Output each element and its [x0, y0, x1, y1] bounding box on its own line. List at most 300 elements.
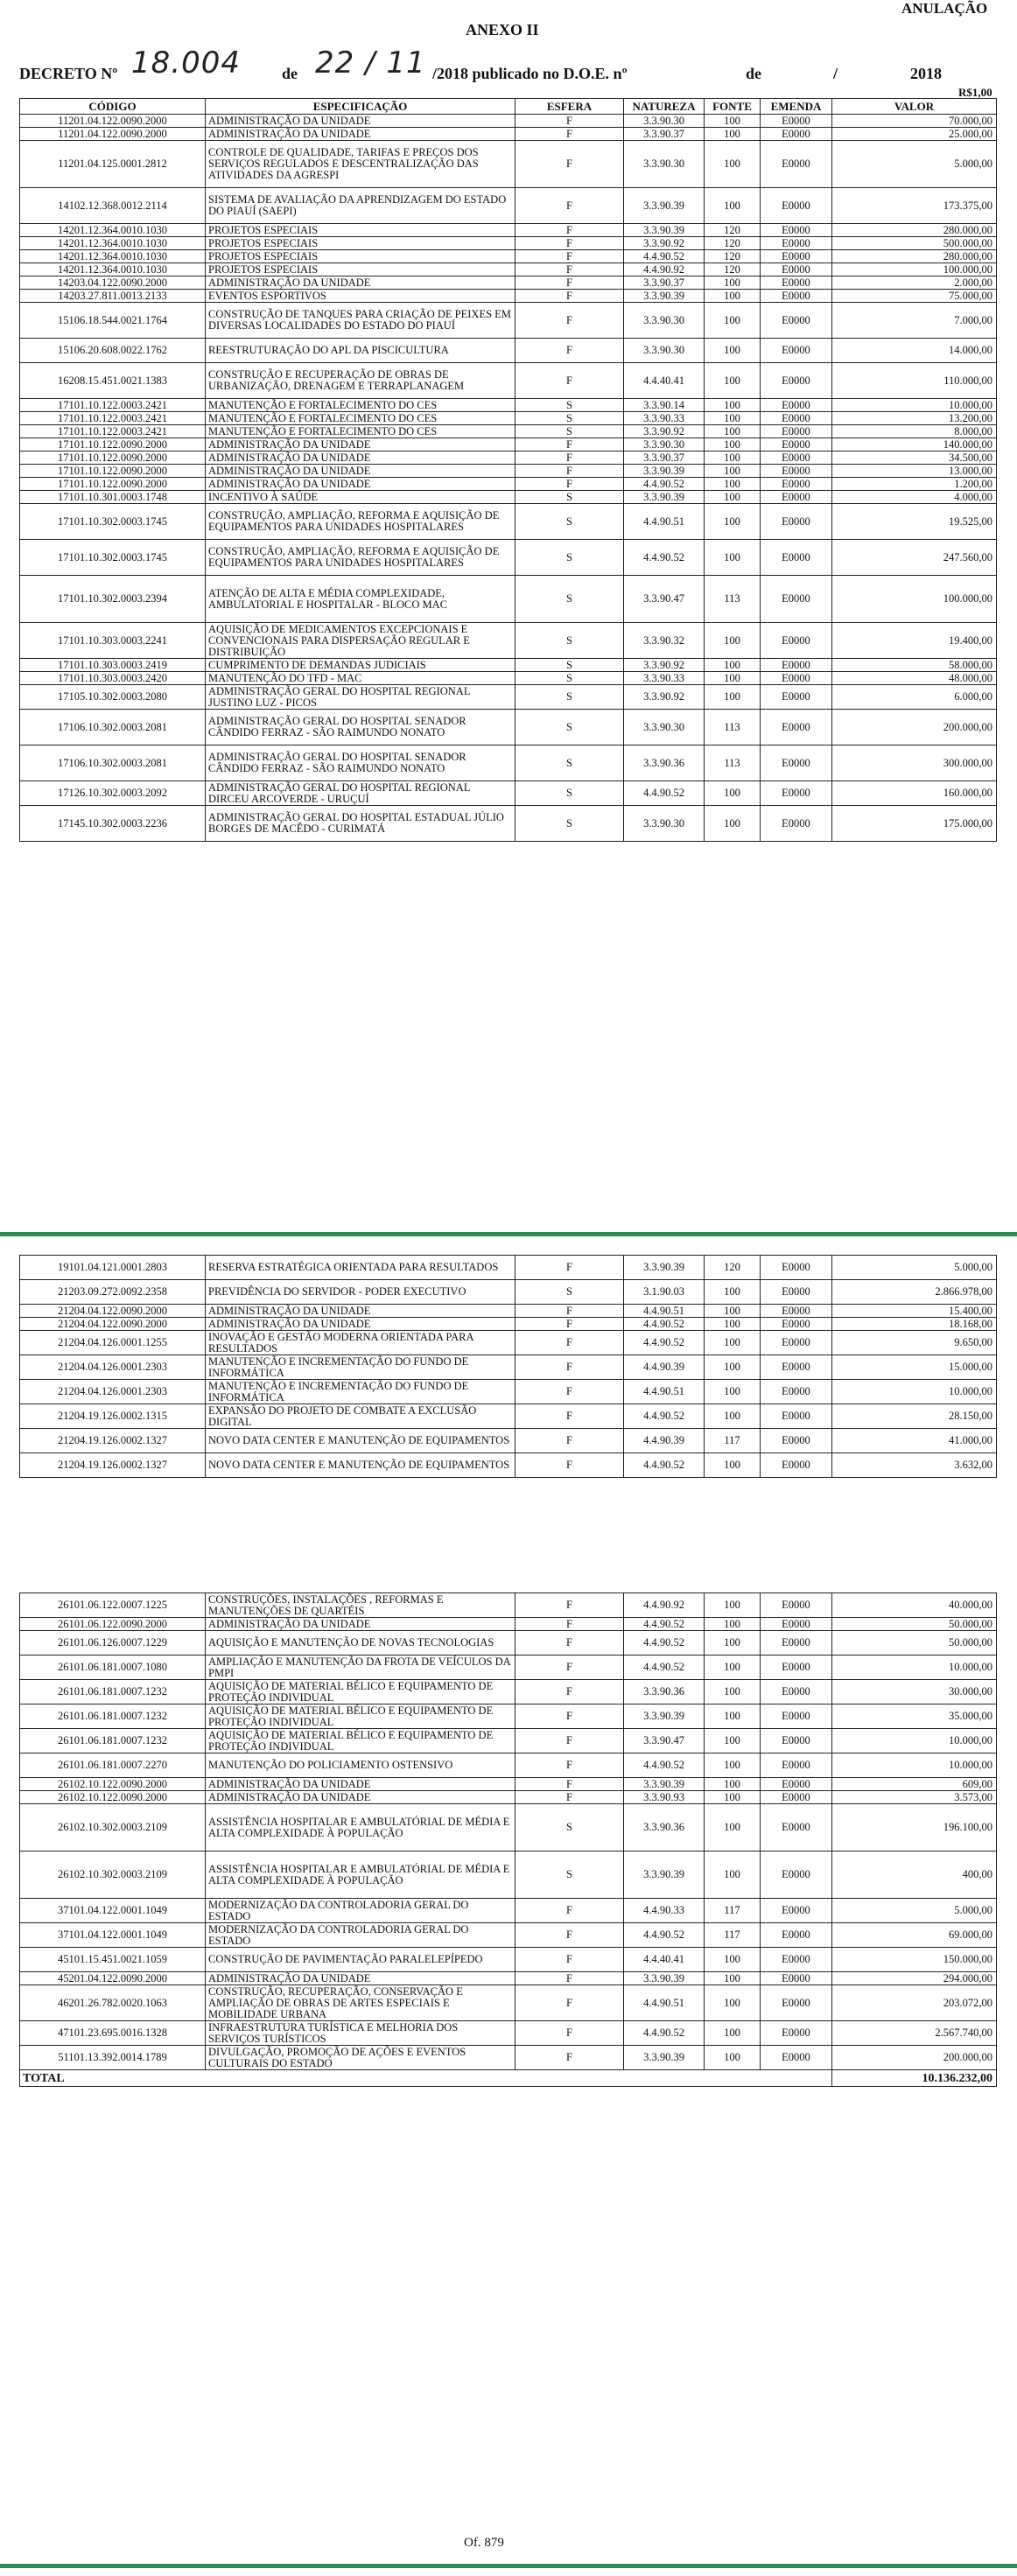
especificacao-cell: AQUISIÇÃO E MANUTENÇÃO DE NOVAS TECNOLOGIAS — [206, 1631, 516, 1656]
especificacao-cell: ADMINISTRAÇÃO DA UNIDADE — [206, 1791, 516, 1804]
fonte-cell: 117 — [705, 1923, 761, 1948]
especificacao-cell: MANUTENÇÃO E FORTALECIMENTO DO CES — [206, 412, 516, 425]
codigo-cell: 21204.19.126.0002.1315 — [20, 1404, 206, 1429]
codigo-cell: 37101.04.122.0001.1049 — [20, 1923, 206, 1948]
natureza-cell: 4.4.40.41 — [624, 1948, 705, 1972]
emenda-cell: E0000 — [761, 1985, 832, 2021]
valor-cell: 15.000,00 — [832, 1355, 997, 1380]
esfera-cell: F — [516, 1380, 624, 1404]
table-row — [20, 576, 997, 623]
natureza-cell: 4.4.90.52 — [624, 478, 705, 491]
fonte-cell: 100 — [705, 1631, 761, 1656]
especificacao-cell: MANUTENÇÃO E FORTALECIMENTO DO CES — [206, 425, 516, 438]
valor-cell: 58.000,00 — [832, 659, 997, 672]
header-esfera: ESFERA — [516, 99, 624, 115]
esfera-cell: S — [516, 412, 624, 425]
natureza-cell: 4.4.90.39 — [624, 1429, 705, 1453]
emenda-cell: E0000 — [761, 2046, 832, 2070]
valor-cell: 100.000,00 — [832, 576, 997, 623]
valor-cell: 3.573,00 — [832, 1791, 997, 1804]
emenda-cell: E0000 — [761, 491, 832, 504]
valor-cell: 6.000,00 — [832, 685, 997, 710]
valor-cell: 35.000,00 — [832, 1704, 997, 1729]
especificacao-cell: MANUTENÇÃO E FORTALECIMENTO DO CES — [206, 399, 516, 412]
natureza-cell: 3.3.90.39 — [624, 1852, 705, 1899]
natureza-cell: 4.4.90.52 — [624, 2021, 705, 2046]
total-value: 10.136.232,00 — [832, 2070, 997, 2087]
fonte-cell: 100 — [705, 1985, 761, 2021]
fonte-cell: 100 — [705, 1680, 761, 1704]
codigo-cell: 14201.12.364.0010.1030 — [20, 224, 206, 237]
codigo-cell: 17145.10.302.0003.2236 — [20, 806, 206, 842]
codigo-cell: 17101.10.302.0003.1745 — [20, 540, 206, 576]
natureza-cell: 4.4.90.52 — [624, 250, 705, 263]
codigo-cell: 17101.10.303.0003.2419 — [20, 659, 206, 672]
codigo-cell: 26101.06.122.0007.1225 — [20, 1593, 206, 1618]
valor-cell: 160.000,00 — [832, 781, 997, 806]
codigo-cell: 26101.06.181.0007.1232 — [20, 1729, 206, 1754]
emenda-cell: E0000 — [761, 685, 832, 710]
esfera-cell: F — [516, 1305, 624, 1318]
fonte-cell: 100 — [705, 412, 761, 425]
fonte-cell: 100 — [705, 478, 761, 491]
esfera-cell: S — [516, 710, 624, 746]
natureza-cell: 3.3.90.33 — [624, 672, 705, 685]
fonte-cell: 100 — [705, 781, 761, 806]
fonte-cell: 100 — [705, 1729, 761, 1754]
emenda-cell: E0000 — [761, 1331, 832, 1355]
especificacao-cell: ADMINISTRAÇÃO DA UNIDADE — [206, 1778, 516, 1791]
emenda-cell: E0000 — [761, 1355, 832, 1380]
valor-cell: 400,00 — [832, 1852, 997, 1899]
currency-unit: R$1,00 — [958, 86, 992, 99]
especificacao-cell: AQUISIÇÃO DE MATERIAL BÉLICO E EQUIPAMENTO DE PROTEÇÃO INDIVIDUAL — [206, 1704, 516, 1729]
table-row — [20, 339, 997, 363]
esfera-cell: F — [516, 1680, 624, 1704]
valor-cell: 196.100,00 — [832, 1804, 997, 1852]
table-row — [20, 504, 997, 540]
emenda-cell: E0000 — [761, 250, 832, 263]
emenda-cell: E0000 — [761, 290, 832, 303]
valor-cell: 10.000,00 — [832, 1754, 997, 1778]
table-row — [20, 1453, 997, 1478]
fonte-cell: 100 — [705, 1704, 761, 1729]
esfera-cell: S — [516, 399, 624, 412]
natureza-cell: 3.3.90.39 — [624, 465, 705, 478]
especificacao-cell: PROJETOS ESPECIAIS — [206, 237, 516, 250]
budget-table-part3 — [19, 1592, 996, 2087]
emenda-cell: E0000 — [761, 806, 832, 842]
esfera-cell: S — [516, 746, 624, 781]
valor-cell: 10.000,00 — [832, 1656, 997, 1680]
natureza-cell: 3.3.90.36 — [624, 746, 705, 781]
natureza-cell: 3.3.90.93 — [624, 1791, 705, 1804]
valor-cell: 75.000,00 — [832, 290, 997, 303]
codigo-cell: 26102.10.302.0003.2109 — [20, 1804, 206, 1852]
especificacao-cell: DIVULGAÇÃO, PROMOÇÃO DE AÇÕES E EVENTOS CULTURAIS DO ESTADO — [206, 2046, 516, 2070]
especificacao-cell: CONSTRUÇÃO, RECUPERAÇÃO, CONSERVAÇÃO E AMPLIAÇÃO DE OBRAS DE ARTES ESPECIAIS E MOBILIDADE URBANA — [206, 1985, 516, 2021]
fonte-cell: 100 — [705, 452, 761, 465]
decreto-number: 18.004 — [131, 46, 241, 80]
codigo-cell: 15106.18.544.0021.1764 — [20, 303, 206, 339]
valor-cell: 9.650,00 — [832, 1331, 997, 1355]
valor-cell: 19.400,00 — [832, 623, 997, 659]
codigo-cell: 26102.10.302.0003.2109 — [20, 1852, 206, 1899]
fonte-cell: 100 — [705, 1778, 761, 1791]
anexo-title: ANEXO II — [466, 21, 539, 38]
esfera-cell: F — [516, 1704, 624, 1729]
natureza-cell: 3.3.90.36 — [624, 1804, 705, 1852]
valor-cell: 280.000,00 — [832, 250, 997, 263]
emenda-cell: E0000 — [761, 399, 832, 412]
emenda-cell: E0000 — [761, 425, 832, 438]
valor-cell: 100.000,00 — [832, 263, 997, 276]
valor-cell: 50.000,00 — [832, 1631, 997, 1656]
table-row — [20, 141, 997, 188]
natureza-cell: 4.4.90.92 — [624, 263, 705, 276]
natureza-cell: 3.3.90.30 — [624, 141, 705, 188]
esfera-cell: F — [516, 303, 624, 339]
valor-cell: 200.000,00 — [832, 2046, 997, 2070]
valor-cell: 1.200,00 — [832, 478, 997, 491]
especificacao-cell: INOVAÇÃO E GESTÃO MODERNA ORIENTADA PARA RESULTADOS — [206, 1331, 516, 1355]
fonte-cell: 100 — [705, 540, 761, 576]
esfera-cell: F — [516, 290, 624, 303]
table-row — [20, 465, 997, 478]
especificacao-cell: ADMINISTRAÇÃO DA UNIDADE — [206, 1318, 516, 1331]
natureza-cell: 3.3.90.92 — [624, 237, 705, 250]
esfera-cell: F — [516, 188, 624, 224]
table-row — [20, 412, 997, 425]
valor-cell: 10.000,00 — [832, 399, 997, 412]
emenda-cell: E0000 — [761, 263, 832, 276]
codigo-cell: 51101.13.392.0014.1789 — [20, 2046, 206, 2070]
fonte-cell: 100 — [705, 685, 761, 710]
natureza-cell: 4.4.90.52 — [624, 1656, 705, 1680]
table-row — [20, 1754, 997, 1778]
fonte-cell: 100 — [705, 425, 761, 438]
valor-cell: 300.000,00 — [832, 746, 997, 781]
table-row — [20, 128, 997, 141]
codigo-cell: 17126.10.302.0003.2092 — [20, 781, 206, 806]
natureza-cell: 4.4.90.52 — [624, 1923, 705, 1948]
esfera-cell: F — [516, 1453, 624, 1478]
fonte-cell: 100 — [705, 1404, 761, 1429]
valor-cell: 609,00 — [832, 1778, 997, 1791]
table-row — [20, 806, 997, 842]
codigo-cell: 11201.04.122.0090.2000 — [20, 128, 206, 141]
table-row — [20, 1280, 997, 1305]
esfera-cell: F — [516, 263, 624, 276]
header-codigo: CÓDIGO — [20, 99, 206, 115]
especificacao-cell: INCENTIVO À SAÚDE — [206, 491, 516, 504]
codigo-cell: 17101.10.302.0003.1745 — [20, 504, 206, 540]
especificacao-cell: PROJETOS ESPECIAIS — [206, 224, 516, 237]
esfera-cell: F — [516, 115, 624, 128]
fonte-cell: 100 — [705, 1618, 761, 1631]
fonte-cell: 120 — [705, 250, 761, 263]
esfera-cell: F — [516, 452, 624, 465]
natureza-cell: 4.4.90.52 — [624, 781, 705, 806]
natureza-cell: 4.4.90.52 — [624, 1453, 705, 1478]
valor-cell: 294.000,00 — [832, 1972, 997, 1985]
natureza-cell: 3.3.90.39 — [624, 1704, 705, 1729]
section-separator — [0, 1232, 1017, 1236]
emenda-cell: E0000 — [761, 540, 832, 576]
fonte-cell: 100 — [705, 1380, 761, 1404]
emenda-cell: E0000 — [761, 672, 832, 685]
codigo-cell: 17101.10.301.0003.1748 — [20, 491, 206, 504]
especificacao-cell: CUMPRIMENTO DE DEMANDAS JUDICIAIS — [206, 659, 516, 672]
table-row — [20, 1985, 997, 2021]
emenda-cell: E0000 — [761, 128, 832, 141]
natureza-cell: 3.3.90.92 — [624, 685, 705, 710]
table-row — [20, 540, 997, 576]
especificacao-cell: ADMINISTRAÇÃO DA UNIDADE — [206, 128, 516, 141]
fonte-cell: 100 — [705, 491, 761, 504]
fonte-cell: 100 — [705, 1318, 761, 1331]
esfera-cell: S — [516, 672, 624, 685]
codigo-cell: 17101.10.303.0003.2420 — [20, 672, 206, 685]
table-row — [20, 1656, 997, 1680]
table-row — [20, 1380, 997, 1404]
natureza-cell: 3.3.90.30 — [624, 438, 705, 452]
valor-cell: 15.400,00 — [832, 1305, 997, 1318]
emenda-cell: E0000 — [761, 1404, 832, 1429]
table-row — [20, 303, 997, 339]
valor-cell: 25.000,00 — [832, 128, 997, 141]
emenda-cell: E0000 — [761, 1656, 832, 1680]
fonte-cell: 100 — [705, 1852, 761, 1899]
codigo-cell: 26101.06.126.0007.1229 — [20, 1631, 206, 1656]
esfera-cell: S — [516, 806, 624, 842]
natureza-cell: 3.3.90.39 — [624, 2046, 705, 2070]
valor-cell: 13.200,00 — [832, 412, 997, 425]
fonte-cell: 100 — [705, 188, 761, 224]
valor-cell: 140.000,00 — [832, 438, 997, 452]
table-row — [20, 1899, 997, 1923]
emenda-cell: E0000 — [761, 303, 832, 339]
codigo-cell: 37101.04.122.0001.1049 — [20, 1899, 206, 1923]
codigo-cell: 17101.10.122.0003.2421 — [20, 399, 206, 412]
valor-cell: 5.000,00 — [832, 1899, 997, 1923]
decree-header — [19, 46, 999, 91]
fonte-cell: 100 — [705, 672, 761, 685]
emenda-cell: E0000 — [761, 1729, 832, 1754]
emenda-cell: E0000 — [761, 576, 832, 623]
esfera-cell: F — [516, 438, 624, 452]
natureza-cell: 4.4.90.52 — [624, 540, 705, 576]
fonte-cell: 100 — [705, 465, 761, 478]
esfera-cell: F — [516, 1429, 624, 1453]
especificacao-cell: REESTRUTURAÇÃO DO APL DA PISCICULTURA — [206, 339, 516, 363]
natureza-cell: 4.4.90.51 — [624, 1305, 705, 1318]
especificacao-cell: ADMINISTRAÇÃO GERAL DO HOSPITAL SENADOR CÂNDIDO FERRAZ - SÃO RAIMUNDO NONATO — [206, 710, 516, 746]
table-row — [20, 1593, 997, 1618]
esfera-cell: F — [516, 1404, 624, 1429]
valor-cell: 175.000,00 — [832, 806, 997, 842]
emenda-cell: E0000 — [761, 710, 832, 746]
especificacao-cell: MODERNIZAÇÃO DA CONTROLADORIA GERAL DO ESTADO — [206, 1899, 516, 1923]
table-row — [20, 438, 997, 452]
esfera-cell: F — [516, 1729, 624, 1754]
fonte-cell: 100 — [705, 399, 761, 412]
esfera-cell: F — [516, 250, 624, 263]
table-row — [20, 746, 997, 781]
emenda-cell: E0000 — [761, 1305, 832, 1318]
codigo-cell: 21204.04.122.0090.2000 — [20, 1318, 206, 1331]
especificacao-cell: PREVIDÊNCIA DO SERVIDOR - PODER EXECUTIVO — [206, 1280, 516, 1305]
table-row — [20, 250, 997, 263]
especificacao-cell: ATENÇÃO DE ALTA E MÉDIA COMPLEXIDADE, AMBULATORIAL E HOSPITALAR - BLOCO MAC — [206, 576, 516, 623]
emenda-cell: E0000 — [761, 465, 832, 478]
esfera-cell: S — [516, 623, 624, 659]
codigo-cell: 47101.23.695.0016.1328 — [20, 2021, 206, 2046]
natureza-cell: 4.4.90.51 — [624, 504, 705, 540]
especificacao-cell: EXPANSÃO DO PROJETO DE COMBATE A EXCLUSÃO DIGITAL — [206, 1404, 516, 1429]
total-row — [20, 2070, 997, 2087]
fonte-cell: 100 — [705, 290, 761, 303]
codigo-cell: 17101.10.122.0003.2421 — [20, 425, 206, 438]
header-fonte: FONTE — [705, 99, 761, 115]
esfera-cell: F — [516, 276, 624, 290]
table-row — [20, 1791, 997, 1804]
table-row — [20, 1429, 997, 1453]
fonte-cell: 100 — [705, 1948, 761, 1972]
header-valor: VALOR — [832, 99, 997, 115]
emenda-cell: E0000 — [761, 1791, 832, 1804]
natureza-cell: 3.3.90.92 — [624, 659, 705, 672]
table-row — [20, 1618, 997, 1631]
table-row — [20, 2021, 997, 2046]
natureza-cell: 3.3.90.39 — [624, 290, 705, 303]
esfera-cell: F — [516, 1618, 624, 1631]
emenda-cell: E0000 — [761, 141, 832, 188]
codigo-cell: 17101.10.302.0003.2394 — [20, 576, 206, 623]
especificacao-cell: AMPLIAÇÃO E MANUTENÇÃO DA FROTA DE VEÍCULOS DA PMPI — [206, 1656, 516, 1680]
fonte-cell: 100 — [705, 339, 761, 363]
anulacao-label: ANULAÇÃO — [901, 0, 988, 17]
esfera-cell: F — [516, 1899, 624, 1923]
esfera-cell: F — [516, 1791, 624, 1804]
esfera-cell: F — [516, 465, 624, 478]
esfera-cell: F — [516, 224, 624, 237]
budget-table-part1 — [19, 98, 996, 842]
esfera-cell: F — [516, 1355, 624, 1380]
valor-cell: 50.000,00 — [832, 1618, 997, 1631]
natureza-cell: 3.3.90.32 — [624, 623, 705, 659]
fonte-cell: 113 — [705, 576, 761, 623]
emenda-cell: E0000 — [761, 2021, 832, 2046]
emenda-cell: E0000 — [761, 781, 832, 806]
table-row — [20, 623, 997, 659]
valor-cell: 2.567.740,00 — [832, 2021, 997, 2046]
fonte-cell: 120 — [705, 263, 761, 276]
emenda-cell: E0000 — [761, 188, 832, 224]
emenda-cell: E0000 — [761, 1899, 832, 1923]
table-row — [20, 1305, 997, 1318]
esfera-cell: F — [516, 1754, 624, 1778]
esfera-cell: F — [516, 1948, 624, 1972]
esfera-cell: F — [516, 2021, 624, 2046]
esfera-cell: F — [516, 1631, 624, 1656]
natureza-cell: 3.3.90.30 — [624, 339, 705, 363]
valor-cell: 10.000,00 — [832, 1729, 997, 1754]
valor-cell: 110.000,00 — [832, 363, 997, 399]
natureza-cell: 3.3.90.30 — [624, 115, 705, 128]
fonte-cell: 100 — [705, 1656, 761, 1680]
table-row — [20, 224, 997, 237]
table-row — [20, 659, 997, 672]
natureza-cell: 3.3.90.30 — [624, 806, 705, 842]
valor-cell: 4.000,00 — [832, 491, 997, 504]
especificacao-cell: ADMINISTRAÇÃO DA UNIDADE — [206, 478, 516, 491]
fonte-cell: 100 — [705, 276, 761, 290]
natureza-cell: 3.1.90.03 — [624, 1280, 705, 1305]
codigo-cell: 45201.04.122.0090.2000 — [20, 1972, 206, 1985]
table-row — [20, 452, 997, 465]
codigo-cell: 46201.26.782.0020.1063 — [20, 1985, 206, 2021]
emenda-cell: E0000 — [761, 1631, 832, 1656]
budget-table-part2 — [19, 1255, 996, 1478]
emenda-cell: E0000 — [761, 1804, 832, 1852]
fonte-cell: 100 — [705, 623, 761, 659]
emenda-cell: E0000 — [761, 659, 832, 672]
fonte-cell: 113 — [705, 746, 761, 781]
emenda-cell: E0000 — [761, 1972, 832, 1985]
especificacao-cell: CONSTRUÇÕES, INSTALAÇÕES , REFORMAS E MANUTENÇÕES DE QUARTÉIS — [206, 1593, 516, 1618]
valor-cell: 173.375,00 — [832, 188, 997, 224]
valor-cell: 30.000,00 — [832, 1680, 997, 1704]
codigo-cell: 11201.04.125.0001.2812 — [20, 141, 206, 188]
natureza-cell: 3.3.90.39 — [624, 1256, 705, 1280]
table-row — [20, 781, 997, 806]
fonte-cell: 100 — [705, 303, 761, 339]
especificacao-cell: CONTROLE DE QUALIDADE, TARIFAS E PREÇOS DOS SERVIÇOS REGULADOS E DESCENTRALIZAÇÃO DAS ATIVIDADES DA AGRESPI — [206, 141, 516, 188]
fonte-cell: 100 — [705, 2046, 761, 2070]
especificacao-cell: ADMINISTRAÇÃO DA UNIDADE — [206, 276, 516, 290]
esfera-cell: S — [516, 685, 624, 710]
natureza-cell: 3.3.90.37 — [624, 452, 705, 465]
natureza-cell: 4.4.40.41 — [624, 363, 705, 399]
especificacao-cell: CONSTRUÇÃO DE TANQUES PARA CRIAÇÃO DE PEIXES EM DIVERSAS LOCALIDADES DO ESTADO DO PIAUÍ — [206, 303, 516, 339]
natureza-cell: 3.3.90.39 — [624, 1778, 705, 1791]
natureza-cell: 4.4.90.52 — [624, 1631, 705, 1656]
fonte-cell: 113 — [705, 710, 761, 746]
valor-cell: 3.632,00 — [832, 1453, 997, 1478]
valor-cell: 280.000,00 — [832, 224, 997, 237]
natureza-cell: 3.3.90.39 — [624, 1972, 705, 1985]
fonte-cell: 100 — [705, 1791, 761, 1804]
table-row — [20, 710, 997, 746]
emenda-cell: E0000 — [761, 1593, 832, 1618]
natureza-cell: 4.4.90.52 — [624, 1754, 705, 1778]
valor-cell: 2.866.978,00 — [832, 1280, 997, 1305]
emenda-cell: E0000 — [761, 452, 832, 465]
emenda-cell: E0000 — [761, 1852, 832, 1899]
valor-cell: 203.072,00 — [832, 1985, 997, 2021]
natureza-cell: 4.4.90.51 — [624, 1380, 705, 1404]
codigo-cell: 16208.15.451.0021.1383 — [20, 363, 206, 399]
emenda-cell: E0000 — [761, 504, 832, 540]
especificacao-cell: MANUTENÇÃO E INCREMENTAÇÃO DO FUNDO DE INFORMÁTICA — [206, 1380, 516, 1404]
codigo-cell: 17101.10.303.0003.2241 — [20, 623, 206, 659]
natureza-cell: 3.3.90.37 — [624, 128, 705, 141]
valor-cell: 7.000,00 — [832, 303, 997, 339]
codigo-cell: 19101.04.121.0001.2803 — [20, 1256, 206, 1280]
valor-cell: 5.000,00 — [832, 141, 997, 188]
table-header-row — [20, 99, 997, 115]
